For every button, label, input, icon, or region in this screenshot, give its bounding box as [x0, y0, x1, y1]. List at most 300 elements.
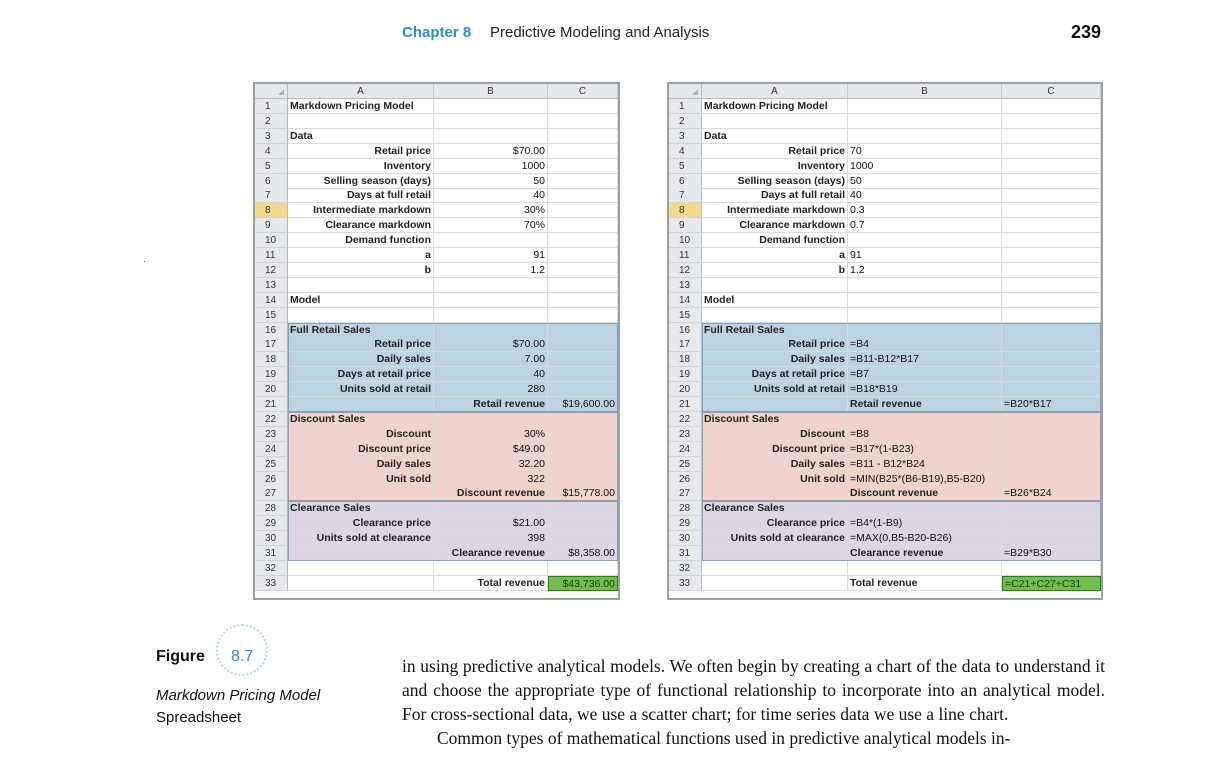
values-cell-c[interactable]	[548, 382, 618, 397]
formulas-row-number[interactable]: 18	[669, 352, 702, 367]
formulas-cell-b[interactable]: 1.2	[848, 263, 1002, 278]
values-row-number[interactable]: 9	[255, 218, 288, 233]
values-cell-b[interactable]: 70%	[434, 218, 548, 233]
formulas-row-number[interactable]: 4	[669, 144, 702, 159]
values-cell-a[interactable]: Inventory	[288, 159, 434, 174]
values-row-number[interactable]: 20	[255, 382, 288, 397]
formulas-cell-c[interactable]	[1002, 427, 1101, 442]
formulas-row	[669, 323, 1101, 338]
values-row-number[interactable]: 13	[255, 278, 288, 293]
spreadsheet-formulas	[667, 82, 1103, 600]
values-cell-b[interactable]	[434, 293, 548, 308]
values-cell-c[interactable]	[548, 293, 618, 308]
values-cell-b[interactable]: 398	[434, 531, 548, 546]
values-row-number[interactable]: 24	[255, 442, 288, 457]
values-cell-a[interactable]: Daily sales	[288, 352, 434, 367]
values-row-number[interactable]: 25	[255, 457, 288, 472]
values-row	[255, 382, 618, 397]
values-cell-b[interactable]	[434, 308, 548, 323]
values-cell-c[interactable]	[548, 442, 618, 457]
formulas-row	[669, 114, 1101, 129]
values-row-number[interactable]: 2	[255, 114, 288, 129]
values-cell-b[interactable]: 1000	[434, 159, 548, 174]
values-cell-b[interactable]: 280	[434, 382, 548, 397]
formulas-cell-c[interactable]	[1002, 501, 1101, 516]
values-cell-b[interactable]: $70.00	[434, 337, 548, 352]
values-cell-b[interactable]	[434, 501, 548, 516]
formulas-row-number[interactable]: 22	[669, 412, 702, 427]
formulas-row	[669, 501, 1101, 516]
formulas-cell-a[interactable]: Retail price	[702, 337, 848, 352]
values-cell-b[interactable]: Clearance revenue	[434, 546, 548, 561]
formulas-row	[669, 576, 1101, 591]
values-cell-a[interactable]	[288, 114, 434, 129]
formulas-row-number[interactable]: 19	[669, 367, 702, 382]
formulas-cell-b[interactable]: =MIN(B25*(B6-B19),B5-B20)	[848, 472, 1002, 487]
formulas-cell-a[interactable]: Daily sales	[702, 352, 848, 367]
formulas-cell-c[interactable]	[1002, 308, 1101, 323]
values-cell-c[interactable]	[548, 501, 618, 516]
values-cell-c[interactable]	[548, 263, 618, 278]
values-cell-a[interactable]: Model	[288, 293, 434, 308]
values-cell-a[interactable]: Demand function	[288, 233, 434, 248]
values-row-number[interactable]: 1	[255, 99, 288, 114]
values-cell-a[interactable]: Retail price	[288, 337, 434, 352]
formulas-row	[669, 546, 1101, 561]
formulas-cell-c[interactable]: =B29*B30	[1002, 546, 1101, 561]
formulas-cell-b[interactable]	[848, 278, 1002, 293]
formulas-cell-a[interactable]: Discount Sales	[702, 412, 848, 427]
formulas-cell-c[interactable]	[1002, 323, 1101, 338]
formulas-column-header[interactable]: B	[848, 84, 1002, 99]
values-row	[255, 367, 618, 382]
formulas-row-number[interactable]: 21	[669, 397, 702, 412]
values-row-number[interactable]: 19	[255, 367, 288, 382]
values-row	[255, 427, 618, 442]
values-cell-a[interactable]	[288, 308, 434, 323]
formulas-cell-a[interactable]	[702, 486, 848, 501]
formulas-cell-a[interactable]: a	[702, 248, 848, 263]
formulas-row-number[interactable]: 29	[669, 516, 702, 531]
formulas-cell-a[interactable]: Retail price	[702, 144, 848, 159]
formulas-row-number[interactable]: 25	[669, 457, 702, 472]
values-cell-c[interactable]: $43,736.00	[548, 576, 618, 591]
formulas-cell-a[interactable]: Units sold at retail	[702, 382, 848, 397]
formulas-row-number[interactable]: 3	[669, 129, 702, 144]
values-row-number[interactable]: 6	[255, 174, 288, 189]
formulas-row-number[interactable]: 24	[669, 442, 702, 457]
formulas-cell-b[interactable]: =B11 - B12*B24	[848, 457, 1002, 472]
values-cell-c[interactable]	[548, 218, 618, 233]
values-cell-b[interactable]	[434, 99, 548, 114]
values-row-number[interactable]: 11	[255, 248, 288, 263]
values-cell-c[interactable]	[548, 144, 618, 159]
values-cell-c[interactable]: $19,600.00	[548, 397, 618, 412]
formulas-cell-b[interactable]: 0.7	[848, 218, 1002, 233]
formulas-row-number[interactable]: 7	[669, 188, 702, 203]
formulas-row-number[interactable]: 32	[669, 561, 702, 576]
values-cell-c[interactable]	[548, 203, 618, 218]
formulas-row-number[interactable]: 13	[669, 278, 702, 293]
formulas-row-number[interactable]: 28	[669, 501, 702, 516]
formulas-column-header[interactable]: A	[702, 84, 848, 99]
formulas-cell-b[interactable]: 70	[848, 144, 1002, 159]
values-cell-c[interactable]	[548, 233, 618, 248]
values-cell-a[interactable]	[288, 278, 434, 293]
values-cell-b[interactable]: 7.00	[434, 352, 548, 367]
values-cell-c[interactable]	[548, 174, 618, 189]
values-cell-a[interactable]: Days at full retail	[288, 188, 434, 203]
values-row-number[interactable]: 28	[255, 501, 288, 516]
formulas-cell-a[interactable]: Days at retail price	[702, 367, 848, 382]
values-row-number[interactable]: 22	[255, 412, 288, 427]
values-cell-b[interactable]: 40	[434, 367, 548, 382]
values-cell-a[interactable]: Unit sold	[288, 472, 434, 487]
formulas-cell-b[interactable]: =B18*B19	[848, 382, 1002, 397]
formulas-row-number[interactable]: 31	[669, 546, 702, 561]
formulas-cell-c[interactable]	[1002, 174, 1101, 189]
values-row-number[interactable]: 26	[255, 472, 288, 487]
values-cell-b[interactable]: 40	[434, 188, 548, 203]
values-cell-b[interactable]	[434, 233, 548, 248]
formulas-row-number[interactable]: 12	[669, 263, 702, 278]
formulas-cell-c[interactable]	[1002, 352, 1101, 367]
formulas-row-number[interactable]: 33	[669, 576, 702, 591]
values-cell-c[interactable]	[548, 99, 618, 114]
formulas-cell-b[interactable]	[848, 501, 1002, 516]
formulas-row-number[interactable]: 23	[669, 427, 702, 442]
values-row	[255, 203, 618, 218]
formulas-cell-a[interactable]: Days at full retail	[702, 188, 848, 203]
values-cell-b[interactable]: 50	[434, 174, 548, 189]
formulas-column-header[interactable]: C	[1002, 84, 1101, 99]
values-row-number[interactable]: 27	[255, 486, 288, 501]
formulas-cell-a[interactable]: Clearance Sales	[702, 501, 848, 516]
formulas-cell-c[interactable]	[1002, 218, 1101, 233]
formulas-cell-c[interactable]	[1002, 233, 1101, 248]
values-cell-b[interactable]: $49.00	[434, 442, 548, 457]
formulas-cell-b[interactable]	[848, 323, 1002, 338]
values-cell-b[interactable]: Retail revenue	[434, 397, 548, 412]
values-cell-a[interactable]: Daily sales	[288, 457, 434, 472]
values-row-number[interactable]: 16	[255, 323, 288, 338]
values-row-number[interactable]: 23	[255, 427, 288, 442]
formulas-cell-a[interactable]: Discount	[702, 427, 848, 442]
formulas-cell-b[interactable]: =B4	[848, 337, 1002, 352]
values-cell-c[interactable]	[548, 323, 618, 338]
formulas-cell-c[interactable]	[1002, 159, 1101, 174]
formulas-cell-b[interactable]	[848, 293, 1002, 308]
values-select-all-corner[interactable]	[255, 84, 288, 99]
formulas-row-number[interactable]: 6	[669, 174, 702, 189]
formulas-cell-c[interactable]	[1002, 114, 1101, 129]
formulas-row	[669, 516, 1101, 531]
values-cell-b[interactable]: Total revenue	[434, 576, 548, 591]
values-cell-c[interactable]	[548, 472, 618, 487]
values-cell-c[interactable]	[548, 337, 618, 352]
values-row-number[interactable]: 18	[255, 352, 288, 367]
values-column-header[interactable]: C	[548, 84, 618, 99]
formulas-cell-b[interactable]: =B7	[848, 367, 1002, 382]
formulas-cell-a[interactable]	[702, 114, 848, 129]
values-cell-a[interactable]: Discount price	[288, 442, 434, 457]
formulas-cell-a[interactable]	[702, 397, 848, 412]
values-row	[255, 218, 618, 233]
formulas-cell-a[interactable]	[702, 278, 848, 293]
formulas-cell-a[interactable]: Markdown Pricing Model	[702, 99, 848, 114]
formulas-row-number[interactable]: 14	[669, 293, 702, 308]
formulas-row-number[interactable]: 20	[669, 382, 702, 397]
formulas-row-number[interactable]: 10	[669, 233, 702, 248]
values-row-number[interactable]: 32	[255, 561, 288, 576]
values-row-number[interactable]: 30	[255, 531, 288, 546]
formulas-cell-c[interactable]	[1002, 188, 1101, 203]
values-cell-b[interactable]: Discount revenue	[434, 486, 548, 501]
values-cell-b[interactable]: 91	[434, 248, 548, 263]
values-row-number[interactable]: 8	[255, 203, 288, 218]
formulas-cell-a[interactable]: Discount price	[702, 442, 848, 457]
values-row-number[interactable]: 12	[255, 263, 288, 278]
values-cell-b[interactable]: 32.20	[434, 457, 548, 472]
formulas-cell-c[interactable]	[1002, 129, 1101, 144]
formulas-cell-a[interactable]	[702, 561, 848, 576]
values-cell-a[interactable]: Selling season (days)	[288, 174, 434, 189]
values-row-number[interactable]: 3	[255, 129, 288, 144]
formulas-cell-a[interactable]	[702, 546, 848, 561]
formulas-row-number[interactable]: 8	[669, 203, 702, 218]
formulas-cell-c[interactable]	[1002, 382, 1101, 397]
values-cell-a[interactable]	[288, 546, 434, 561]
formulas-row-number[interactable]: 27	[669, 486, 702, 501]
values-cell-c[interactable]	[548, 159, 618, 174]
values-cell-c[interactable]	[548, 278, 618, 293]
formulas-cell-a[interactable]	[702, 308, 848, 323]
values-cell-b[interactable]	[434, 278, 548, 293]
values-cell-b[interactable]: $70.00	[434, 144, 548, 159]
values-row-number[interactable]: 17	[255, 337, 288, 352]
values-cell-a[interactable]	[288, 397, 434, 412]
formulas-cell-b[interactable]: 40	[848, 188, 1002, 203]
formulas-cell-b[interactable]	[848, 308, 1002, 323]
values-cell-a[interactable]: Clearance Sales	[288, 501, 434, 516]
formulas-cell-c[interactable]: =B20*B17	[1002, 397, 1101, 412]
values-cell-a[interactable]: Clearance markdown	[288, 218, 434, 233]
values-row-number[interactable]: 5	[255, 159, 288, 174]
values-row-number[interactable]: 21	[255, 397, 288, 412]
values-cell-c[interactable]	[548, 516, 618, 531]
formulas-cell-c[interactable]	[1002, 293, 1101, 308]
formulas-cell-a[interactable]: Demand function	[702, 233, 848, 248]
formulas-cell-c[interactable]	[1002, 472, 1101, 487]
values-cell-a[interactable]: a	[288, 248, 434, 263]
values-row-number[interactable]: 29	[255, 516, 288, 531]
values-cell-b[interactable]	[434, 129, 548, 144]
formulas-row-number[interactable]: 17	[669, 337, 702, 352]
values-cell-a[interactable]: Discount	[288, 427, 434, 442]
values-cell-c[interactable]	[548, 248, 618, 263]
values-cell-c[interactable]	[548, 352, 618, 367]
formulas-cell-a[interactable]: Data	[702, 129, 848, 144]
values-cell-a[interactable]	[288, 486, 434, 501]
formulas-cell-a[interactable]: Clearance price	[702, 516, 848, 531]
values-cell-c[interactable]: $15,778.00	[548, 486, 618, 501]
formulas-cell-c[interactable]: =B26*B24	[1002, 486, 1101, 501]
formulas-cell-a[interactable]: Selling season (days)	[702, 174, 848, 189]
formulas-cell-b[interactable]: =B17*(1-B23)	[848, 442, 1002, 457]
formulas-cell-b[interactable]: Discount revenue	[848, 486, 1002, 501]
values-row	[255, 516, 618, 531]
formulas-cell-b[interactable]	[848, 561, 1002, 576]
formulas-cell-a[interactable]: Full Retail Sales	[702, 323, 848, 338]
formulas-cell-c[interactable]: =C21+C27+C31	[1002, 576, 1101, 591]
formulas-cell-a[interactable]: Intermediate markdown	[702, 203, 848, 218]
formulas-cell-b[interactable]	[848, 412, 1002, 427]
values-column-header[interactable]: A	[288, 84, 434, 99]
formulas-row	[669, 203, 1101, 218]
formulas-cell-b[interactable]	[848, 129, 1002, 144]
values-row-number[interactable]: 33	[255, 576, 288, 591]
values-row	[255, 576, 618, 591]
values-row	[255, 412, 618, 427]
values-cell-a[interactable]: Data	[288, 129, 434, 144]
formulas-row-number[interactable]: 15	[669, 308, 702, 323]
values-cell-c[interactable]	[548, 367, 618, 382]
values-cell-c[interactable]	[548, 114, 618, 129]
values-cell-c[interactable]	[548, 457, 618, 472]
formulas-cell-a[interactable]: Daily sales	[702, 457, 848, 472]
formulas-cell-c[interactable]	[1002, 337, 1101, 352]
formulas-row	[669, 367, 1101, 382]
values-cell-a[interactable]: Full Retail Sales	[288, 323, 434, 338]
values-row-number[interactable]: 7	[255, 188, 288, 203]
values-cell-a[interactable]: Discount Sales	[288, 412, 434, 427]
formulas-row-number[interactable]: 26	[669, 472, 702, 487]
values-cell-c[interactable]	[548, 561, 618, 576]
values-cell-c[interactable]	[548, 188, 618, 203]
formulas-cell-a[interactable]: Unit sold	[702, 472, 848, 487]
formulas-row-number[interactable]: 2	[669, 114, 702, 129]
formulas-cell-c[interactable]	[1002, 516, 1101, 531]
formulas-cell-b[interactable]: 1000	[848, 159, 1002, 174]
formulas-cell-a[interactable]: Clearance markdown	[702, 218, 848, 233]
values-cell-b[interactable]: $21.00	[434, 516, 548, 531]
values-row-number[interactable]: 31	[255, 546, 288, 561]
formulas-cell-c[interactable]	[1002, 278, 1101, 293]
values-cell-b[interactable]	[434, 323, 548, 338]
values-column-header[interactable]: B	[434, 84, 548, 99]
values-row	[255, 174, 618, 189]
values-cell-c[interactable]: $8,358.00	[548, 546, 618, 561]
values-cell-a[interactable]: Markdown Pricing Model	[288, 99, 434, 114]
formulas-row	[669, 278, 1101, 293]
formulas-cell-b[interactable]: 0.3	[848, 203, 1002, 218]
values-cell-a[interactable]: b	[288, 263, 434, 278]
formulas-cell-b[interactable]: Clearance revenue	[848, 546, 1002, 561]
formulas-cell-c[interactable]	[1002, 367, 1101, 382]
formulas-cell-c[interactable]	[1002, 144, 1101, 159]
formulas-cell-b[interactable]	[848, 233, 1002, 248]
formulas-cell-a[interactable]: Units sold at clearance	[702, 531, 848, 546]
values-row	[255, 293, 618, 308]
formulas-cell-b[interactable]: Total revenue	[848, 576, 1002, 591]
formulas-cell-a[interactable]	[702, 576, 848, 591]
values-cell-b[interactable]: 30%	[434, 203, 548, 218]
formulas-cell-b[interactable]: 91	[848, 248, 1002, 263]
values-cell-a[interactable]	[288, 561, 434, 576]
formulas-row-number[interactable]: 1	[669, 99, 702, 114]
formulas-cell-a[interactable]: Model	[702, 293, 848, 308]
values-cell-c[interactable]	[548, 308, 618, 323]
figure-number: 8.7	[231, 648, 254, 665]
values-cell-b[interactable]: 30%	[434, 427, 548, 442]
formulas-cell-b[interactable]	[848, 99, 1002, 114]
values-row	[255, 337, 618, 352]
values-row	[255, 501, 618, 516]
formulas-cell-c[interactable]	[1002, 203, 1101, 218]
formulas-select-all-corner[interactable]	[669, 84, 702, 99]
values-cell-a[interactable]: Days at retail price	[288, 367, 434, 382]
formulas-row-number[interactable]: 30	[669, 531, 702, 546]
formulas-row-number[interactable]: 9	[669, 218, 702, 233]
values-row-number[interactable]: 10	[255, 233, 288, 248]
formulas-cell-c[interactable]	[1002, 248, 1101, 263]
values-row-number[interactable]: 14	[255, 293, 288, 308]
figure-caption-title: Markdown Pricing Model	[156, 687, 321, 704]
formulas-cell-b[interactable]	[848, 114, 1002, 129]
formulas-cell-b[interactable]: =MAX(0,B5-B20-B26)	[848, 531, 1002, 546]
formulas-cell-a[interactable]: b	[702, 263, 848, 278]
formulas-row	[669, 144, 1101, 159]
formulas-cell-c[interactable]	[1002, 442, 1101, 457]
formulas-cell-c[interactable]	[1002, 457, 1101, 472]
values-cell-b[interactable]: 1.2	[434, 263, 548, 278]
formulas-cell-b[interactable]: 50	[848, 174, 1002, 189]
formulas-cell-c[interactable]	[1002, 531, 1101, 546]
values-cell-a[interactable]: Units sold at retail	[288, 382, 434, 397]
formulas-cell-c[interactable]	[1002, 263, 1101, 278]
values-row-number[interactable]: 15	[255, 308, 288, 323]
values-cell-a[interactable]	[288, 576, 434, 591]
formulas-row	[669, 308, 1101, 323]
values-cell-a[interactable]: Intermediate markdown	[288, 203, 434, 218]
values-cell-c[interactable]	[548, 531, 618, 546]
formulas-row-number[interactable]: 11	[669, 248, 702, 263]
formulas-row	[669, 412, 1101, 427]
values-cell-a[interactable]: Units sold at clearance	[288, 531, 434, 546]
values-cell-a[interactable]: Clearance price	[288, 516, 434, 531]
formulas-cell-b[interactable]: =B11-B12*B17	[848, 352, 1002, 367]
formulas-row-number[interactable]: 16	[669, 323, 702, 338]
values-row-number[interactable]: 4	[255, 144, 288, 159]
values-cell-a[interactable]: Retail price	[288, 144, 434, 159]
formulas-cell-b[interactable]: =B8	[848, 427, 1002, 442]
values-cell-b[interactable]	[434, 114, 548, 129]
formulas-row-number[interactable]: 5	[669, 159, 702, 174]
values-cell-c[interactable]	[548, 412, 618, 427]
values-cell-c[interactable]	[548, 427, 618, 442]
values-cell-b[interactable]: 322	[434, 472, 548, 487]
formulas-cell-c[interactable]	[1002, 99, 1101, 114]
formulas-cell-b[interactable]: =B4*(1-B9)	[848, 516, 1002, 531]
formulas-cell-c[interactable]	[1002, 412, 1101, 427]
values-cell-b[interactable]	[434, 412, 548, 427]
formulas-cell-c[interactable]	[1002, 561, 1101, 576]
values-cell-b[interactable]	[434, 561, 548, 576]
values-cell-c[interactable]	[548, 129, 618, 144]
formulas-cell-b[interactable]: Retail revenue	[848, 397, 1002, 412]
formulas-cell-a[interactable]: Inventory	[702, 159, 848, 174]
formulas-row	[669, 561, 1101, 576]
